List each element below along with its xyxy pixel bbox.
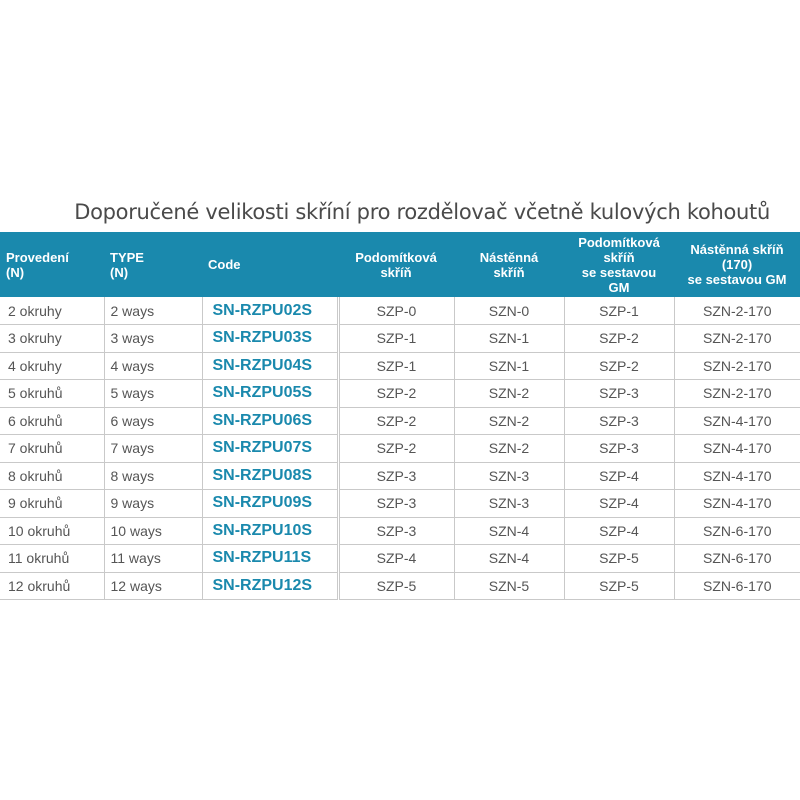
nastenna-cell: SZN-4 [454,545,564,573]
table-row [0,517,800,545]
type-cell: 3 ways [104,325,202,353]
podomitkova-cell: SZP-2 [338,407,454,435]
table-header-row [0,232,800,297]
podomitkova-cell: SZP-1 [338,325,454,353]
podomitkova-cell: SZP-5 [338,572,454,600]
type-cell: 7 ways [104,435,202,463]
provedeni-cell: 6 okruhů [0,407,104,435]
podomitkova-gm-cell: SZP-5 [564,572,674,600]
type-cell: 12 ways [104,572,202,600]
podomitkova-gm-cell: SZP-4 [564,517,674,545]
podomitkova-gm-cell: SZP-5 [564,545,674,573]
provedeni-cell: 9 okruhů [0,490,104,518]
table-row [0,352,800,380]
type-cell: 5 ways [104,380,202,408]
header-nastenna-skrin: Nástěnná skříň [454,232,564,297]
podomitkova-cell: SZP-2 [338,435,454,463]
cabinet-size-table [0,232,800,600]
code-cell: SN-RZPU10S [202,517,338,545]
podomitkova-cell: SZP-1 [338,352,454,380]
type-cell: 6 ways [104,407,202,435]
header-provedeni: Provedení (N) [0,232,104,297]
table-row [0,380,800,408]
type-cell: 10 ways [104,517,202,545]
table-row [0,297,800,325]
provedeni-cell: 5 okruhů [0,380,104,408]
nastenna-cell: SZN-1 [454,325,564,353]
nastenna-170-gm-cell: SZN-6-170 [674,572,800,600]
podomitkova-gm-cell: SZP-3 [564,407,674,435]
nastenna-170-gm-cell: SZN-2-170 [674,352,800,380]
table-row [0,435,800,463]
table-row [0,572,800,600]
code-cell: SN-RZPU05S [202,380,338,408]
podomitkova-gm-cell: SZP-1 [564,297,674,325]
provedeni-cell: 11 okruhů [0,545,104,573]
podomitkova-cell: SZP-4 [338,545,454,573]
nastenna-170-gm-cell: SZN-4-170 [674,490,800,518]
provedeni-cell: 7 okruhů [0,435,104,463]
code-cell: SN-RZPU08S [202,462,338,490]
provedeni-cell: 2 okruhy [0,297,104,325]
podomitkova-cell: SZP-0 [338,297,454,325]
type-cell: 8 ways [104,462,202,490]
nastenna-cell: SZN-3 [454,462,564,490]
nastenna-170-gm-cell: SZN-4-170 [674,407,800,435]
nastenna-170-gm-cell: SZN-2-170 [674,380,800,408]
table-row [0,545,800,573]
type-cell: 2 ways [104,297,202,325]
provedeni-cell: 4 okruhy [0,352,104,380]
podomitkova-gm-cell: SZP-4 [564,490,674,518]
podomitkova-gm-cell: SZP-3 [564,435,674,463]
type-cell: 4 ways [104,352,202,380]
nastenna-170-gm-cell: SZN-2-170 [674,297,800,325]
code-cell: SN-RZPU04S [202,352,338,380]
code-cell: SN-RZPU02S [202,297,338,325]
table-row [0,325,800,353]
podomitkova-cell: SZP-3 [338,517,454,545]
code-cell: SN-RZPU06S [202,407,338,435]
nastenna-cell: SZN-4 [454,517,564,545]
table-title: Doporučené velikosti skříní pro rozdělovač včetně kulových kohoutů [74,200,770,224]
podomitkova-gm-cell: SZP-4 [564,462,674,490]
nastenna-170-gm-cell: SZN-4-170 [674,435,800,463]
podomitkova-gm-cell: SZP-3 [564,380,674,408]
code-cell: SN-RZPU12S [202,572,338,600]
type-cell: 11 ways [104,545,202,573]
table-row [0,407,800,435]
provedeni-cell: 3 okruhy [0,325,104,353]
podomitkova-cell: SZP-3 [338,462,454,490]
code-cell: SN-RZPU09S [202,490,338,518]
provedeni-cell: 10 okruhů [0,517,104,545]
nastenna-cell: SZN-2 [454,435,564,463]
podomitkova-cell: SZP-2 [338,380,454,408]
code-cell: SN-RZPU07S [202,435,338,463]
provedeni-cell: 8 okruhů [0,462,104,490]
nastenna-170-gm-cell: SZN-6-170 [674,545,800,573]
nastenna-170-gm-cell: SZN-4-170 [674,462,800,490]
nastenna-170-gm-cell: SZN-2-170 [674,325,800,353]
table-body [0,297,800,600]
podomitkova-cell: SZP-3 [338,490,454,518]
nastenna-cell: SZN-2 [454,380,564,408]
nastenna-170-gm-cell: SZN-6-170 [674,517,800,545]
nastenna-cell: SZN-3 [454,490,564,518]
header-podomitkova-skrin: Podomítková skříň [338,232,454,297]
header-type: TYPE (N) [104,232,202,297]
table-row [0,462,800,490]
table-row [0,490,800,518]
provedeni-cell: 12 okruhů [0,572,104,600]
nastenna-cell: SZN-2 [454,407,564,435]
type-cell: 9 ways [104,490,202,518]
podomitkova-gm-cell: SZP-2 [564,352,674,380]
nastenna-cell: SZN-1 [454,352,564,380]
header-podomitkova-skrin-gm: Podomítková skříň se sestavou GM [564,232,674,297]
nastenna-cell: SZN-0 [454,297,564,325]
podomitkova-gm-cell: SZP-2 [564,325,674,353]
nastenna-cell: SZN-5 [454,572,564,600]
code-cell: SN-RZPU11S [202,545,338,573]
header-code: Code [202,232,338,297]
header-nastenna-skrin-170-gm: Nástěnná skříň (170) se sestavou GM [674,232,800,297]
code-cell: SN-RZPU03S [202,325,338,353]
